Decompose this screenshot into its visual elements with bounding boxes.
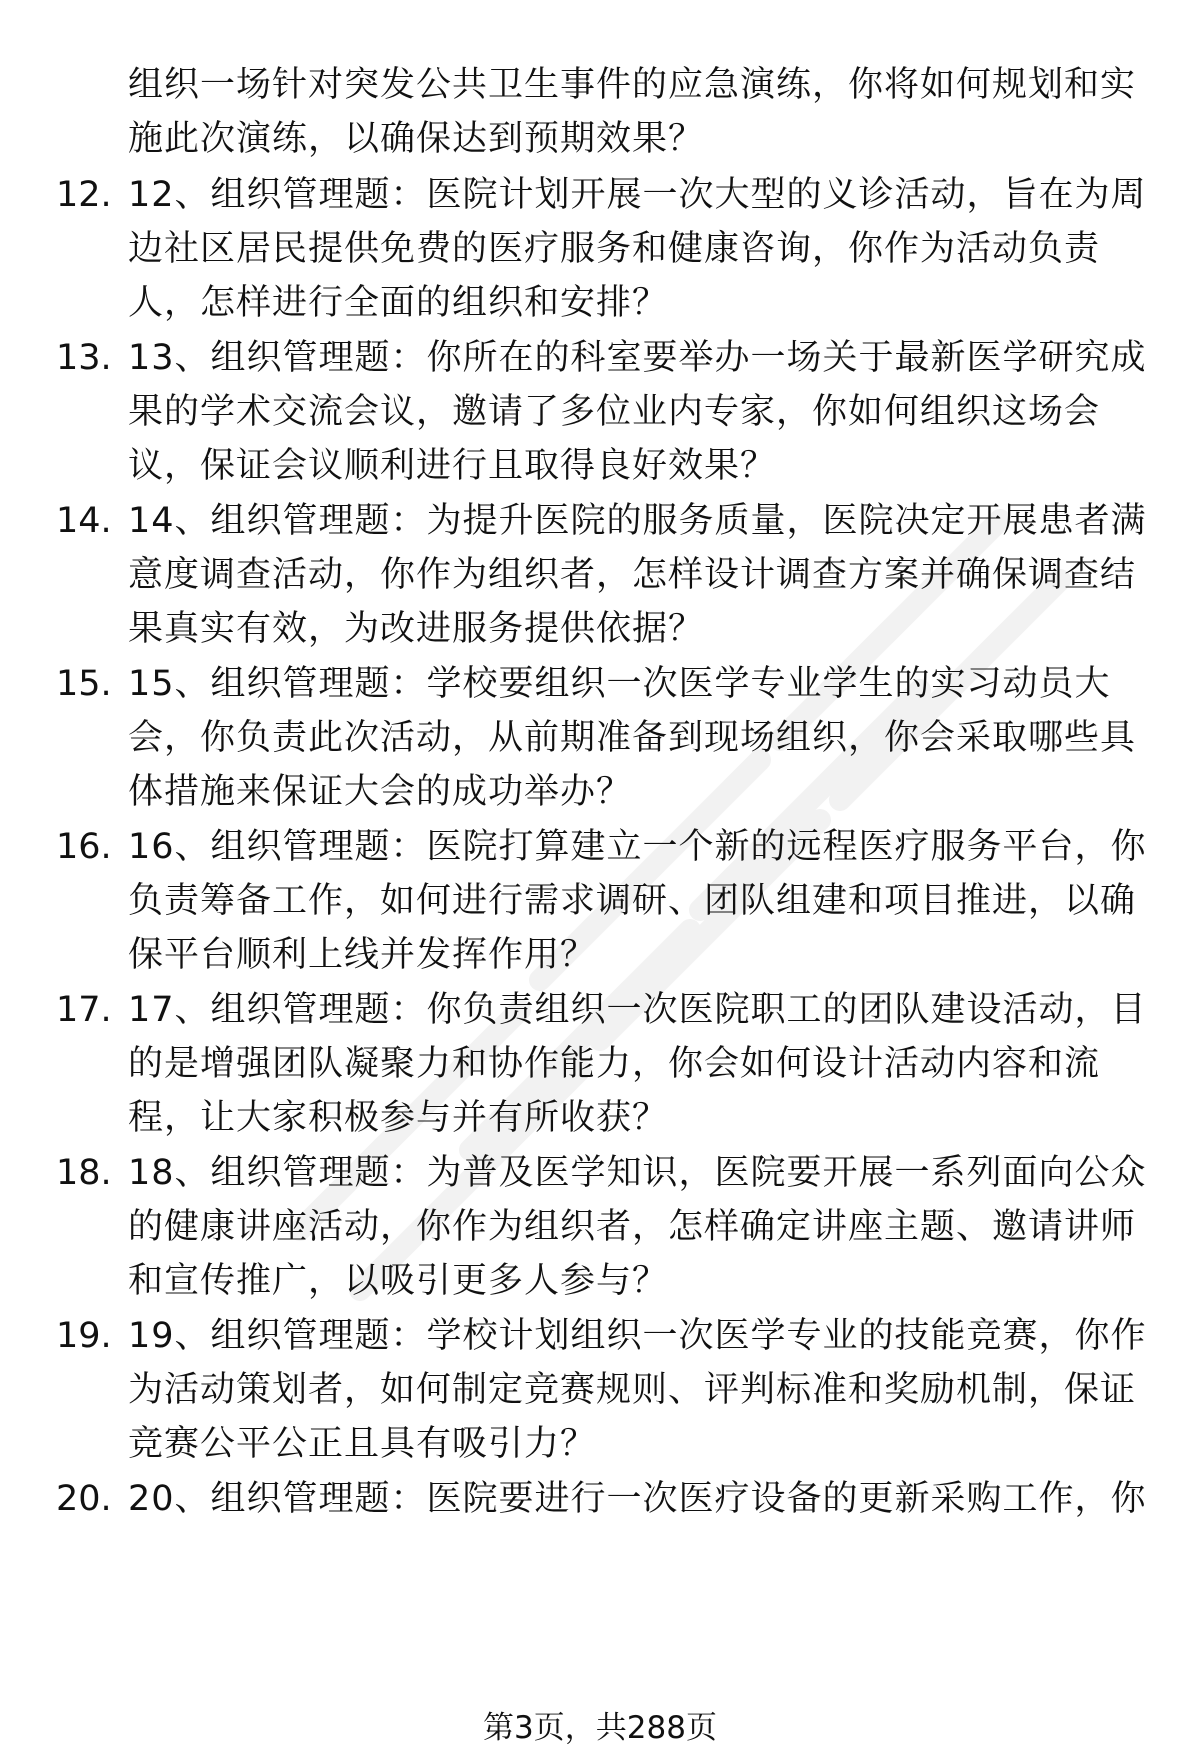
question-text: 14、组织管理题：为提升医院的服务质量，医院决定开展患者满意度调查活动，你作为组织者，怎样设计调查方案并确保调查结果真实有效，为改进服务提供依据？	[128, 501, 1147, 649]
question-text: 13、组织管理题：你所在的科室要举办一场关于最新医学研究成果的学术交流会议，邀请了多位业内专家，你如何组织这场会议，保证会议顺利进行且取得良好效果？	[128, 338, 1147, 486]
question-text: 12、组织管理题：医院计划开展一次大型的义诊活动，旨在为周边社区居民提供免费的医疗服务和健康咨询，你作为活动负责人，怎样进行全面的组织和安排？	[128, 175, 1147, 323]
question-number: 20.	[56, 1479, 112, 1519]
question-number: 14.	[56, 501, 112, 541]
question-number: 15.	[56, 664, 112, 704]
question-text: 16、组织管理题：医院打算建立一个新的远程医疗服务平台，你负责筹备工作，如何进行需求调研、团队组建和项目推进，以确保平台顺利上线并发挥作用？	[128, 827, 1147, 975]
question-number: 16.	[56, 827, 112, 867]
continuation-text: 组织一场针对突发公共卫生事件的应急演练，你将如何规划和实施此次演练，以确保达到预期效果？	[128, 65, 1137, 159]
question-text: 18、组织管理题：为普及医学知识，医院要开展一系列面向公众的健康讲座活动，你作为组织者，怎样确定讲座主题、邀请讲师和宣传推广，以吸引更多人参与？	[128, 1153, 1147, 1301]
question-number: 19.	[56, 1316, 112, 1356]
question-number: 18.	[56, 1153, 112, 1193]
question-text: 19、组织管理题：学校计划组织一次医学专业的技能竞赛，你作为活动策划者，如何制定竞赛规则、评判标准和奖励机制，保证竞赛公平公正且具有吸引力？	[128, 1316, 1147, 1464]
question-text: 17、组织管理题：你负责组织一次医院职工的团队建设活动，目的是增强团队凝聚力和协作能力，你会如何设计活动内容和流程，让大家积极参与并有所收获？	[128, 990, 1147, 1138]
question-number: 13.	[56, 338, 112, 378]
question-text: 20、组织管理题：医院要进行一次医疗设备的更新采购工作，你	[128, 1479, 1147, 1519]
page-footer: 第3页，共288页	[483, 1710, 717, 1746]
question-number: 17.	[56, 990, 112, 1030]
question-number: 12.	[56, 175, 112, 215]
question-text: 15、组织管理题：学校要组织一次医学专业学生的实习动员大会，你负责此次活动，从前期准备到现场组织，你会采取哪些具体措施来保证大会的成功举办？	[128, 664, 1137, 812]
